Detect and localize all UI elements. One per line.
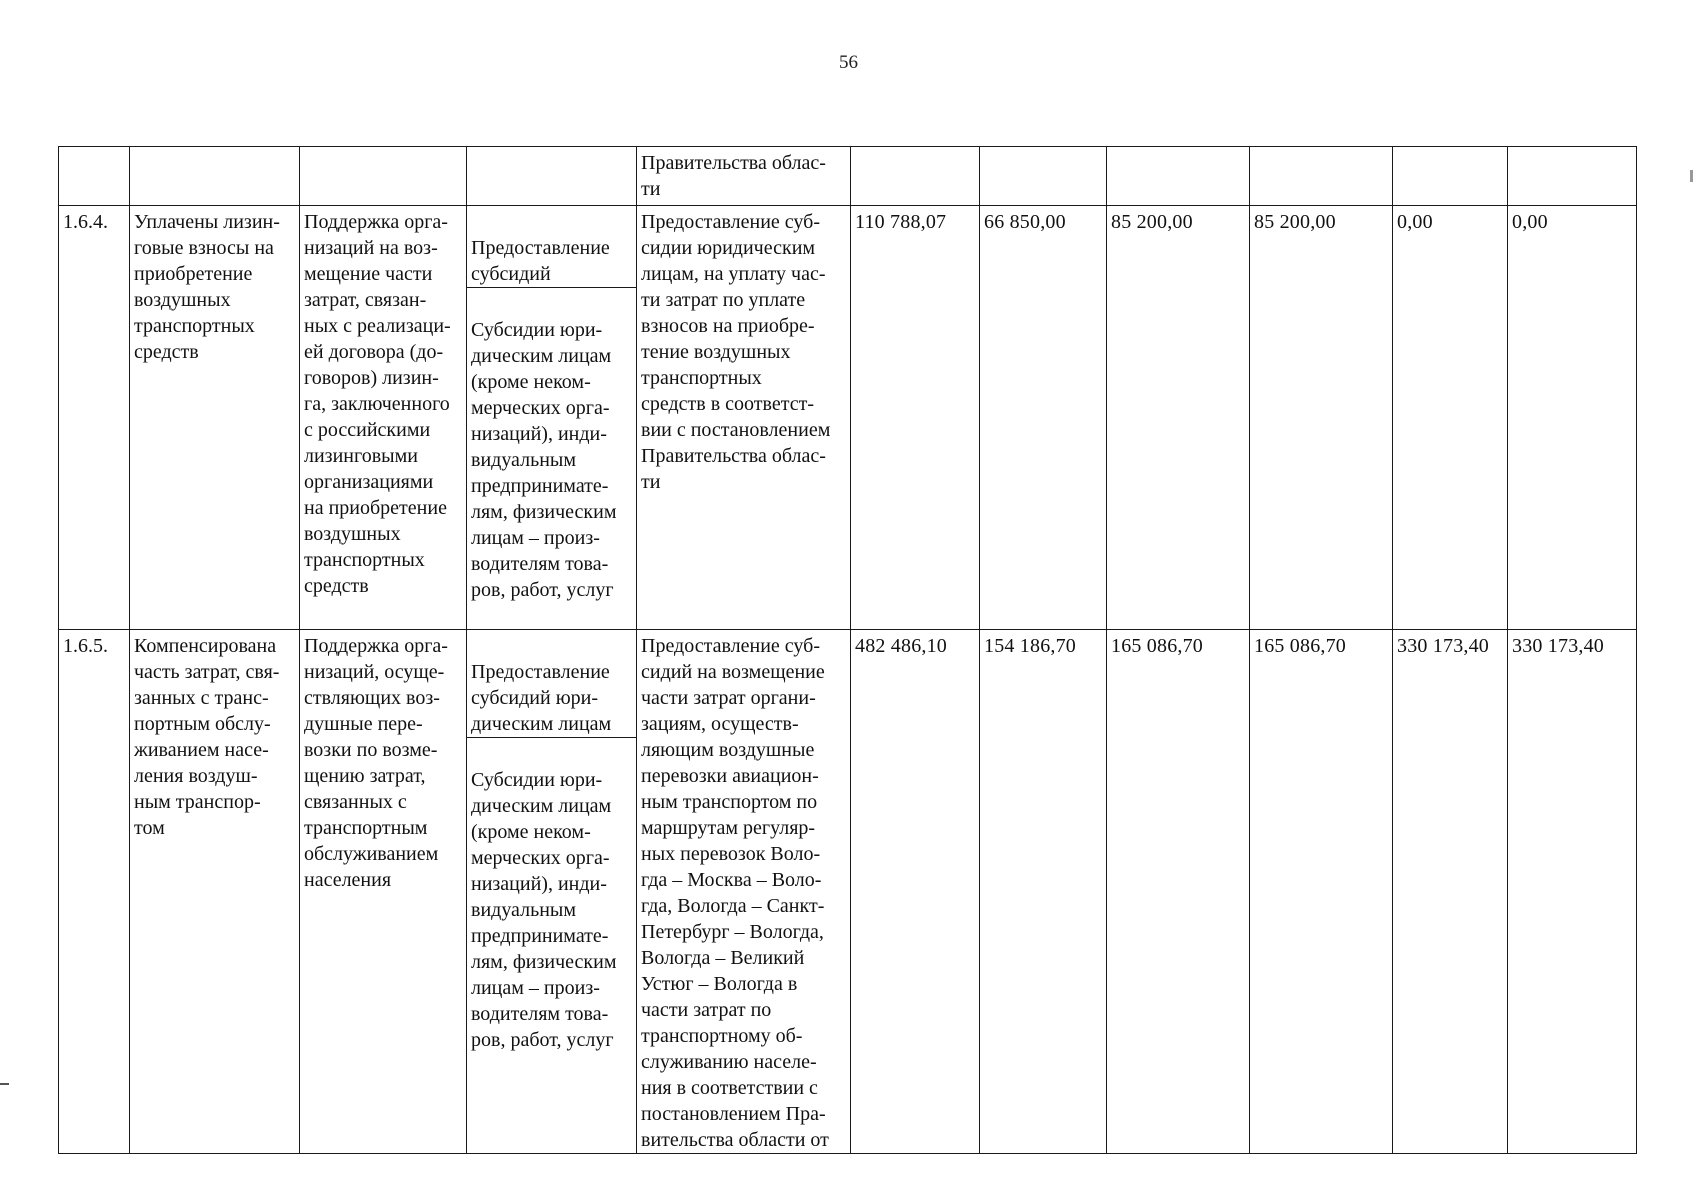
description-cell: Правительства облас- ти — [637, 147, 851, 206]
description-cell: Предоставление суб- сидий на возмещение части затрат органи- зациям, осуществ- ляющим воздушные перевозки авиацион- ным транспортом по маршрутам регуляр- ных перевозок Воло- гда – Москва – Воло- гда, Вологда – Санкт- Петербург – Вологда, Вологда – Великий Устюг – Вологда в части затрат по транспортному об- служиванию населе- ния в соответствии с постановлением Пра- вительства области от — [637, 630, 851, 1154]
measure-name-cell: Поддержка орга- низаций, осуще- ствляющих воз- душные пере- возки по возме- щению затрат, связанных с транспортным обслуживанием населения — [300, 630, 467, 1154]
result-cell — [130, 147, 300, 206]
value-cell: 85 200,00 — [1250, 206, 1393, 630]
direction-cell — [467, 206, 637, 630]
table-row-1-6-4 — [59, 206, 1637, 630]
direction-type: Предоставление субсидий юри- дическим лицам — [467, 656, 636, 738]
direction-cell — [467, 630, 637, 1154]
value-cell: 66 850,00 — [980, 206, 1107, 630]
result-cell: Компенсирована часть затрат, свя- занных с транс- портным обслу- живанием насе- ления воздуш- ным транспор- том — [130, 630, 300, 1154]
value-cell: 165 086,70 — [1250, 630, 1393, 1154]
direction-recipients: Субсидии юри- дическим лицам (кроме неком- мерческих орга- низаций), инди- видуальным предпринимате- лям, физическим лицам – произ- водителям това- ров, работ, услуг — [471, 769, 617, 1051]
value-cell — [980, 147, 1107, 206]
page-number: 56 — [839, 52, 858, 73]
value-cell: 154 186,70 — [980, 630, 1107, 1154]
value-cell: 482 486,10 — [851, 630, 980, 1154]
value-cell: 330 173,40 — [1508, 630, 1637, 1154]
measure-name-cell — [300, 147, 467, 206]
value-cell: 0,00 — [1508, 206, 1637, 630]
direction-type: Предоставление субсидий — [467, 232, 636, 288]
value-cell: 85 200,00 — [1107, 206, 1250, 630]
value-cell — [851, 147, 980, 206]
value-cell: 165 086,70 — [1107, 630, 1250, 1154]
row-number-cell — [59, 147, 130, 206]
result-cell: Уплачены лизин- говые взносы на приобретение воздушных транспортных средств — [130, 206, 300, 630]
direction-cell — [467, 147, 637, 206]
table-row-1-6-5 — [59, 630, 1637, 1154]
value-cell — [1393, 147, 1508, 206]
row-number-cell: 1.6.4. — [59, 206, 130, 630]
measure-name-cell: Поддержка орга- низаций на воз- мещение части затрат, связан- ных с реализаци- ей договора (до- говоров) лизин- га, заключенного с российскими лизинговыми организациями на приобретение воздушных транспортных средств — [300, 206, 467, 630]
budget-measures-table — [58, 146, 1637, 1154]
scan-edge-mark — [1690, 170, 1693, 182]
scan-edge-mark — [0, 1083, 9, 1085]
value-cell — [1250, 147, 1393, 206]
direction-recipients: Субсидии юри- дическим лицам (кроме неком- мерческих орга- низаций), инди- видуальным предпринимате- лям, физическим лицам – произ- водителям това- ров, работ, услуг — [471, 319, 617, 601]
description-cell: Предоставление суб- сидии юридическим лицам, на уплату час- ти затрат по уплате взносов на приобре- тение воздушных транспортных средств в соответст- вии с постановлением Правительства облас- ти — [637, 206, 851, 630]
value-cell: 110 788,07 — [851, 206, 980, 630]
value-cell: 0,00 — [1393, 206, 1508, 630]
value-cell — [1508, 147, 1637, 206]
value-cell — [1107, 147, 1250, 206]
row-number-cell: 1.6.5. — [59, 630, 130, 1154]
table-row-continuation — [59, 147, 1637, 206]
value-cell: 330 173,40 — [1393, 630, 1508, 1154]
